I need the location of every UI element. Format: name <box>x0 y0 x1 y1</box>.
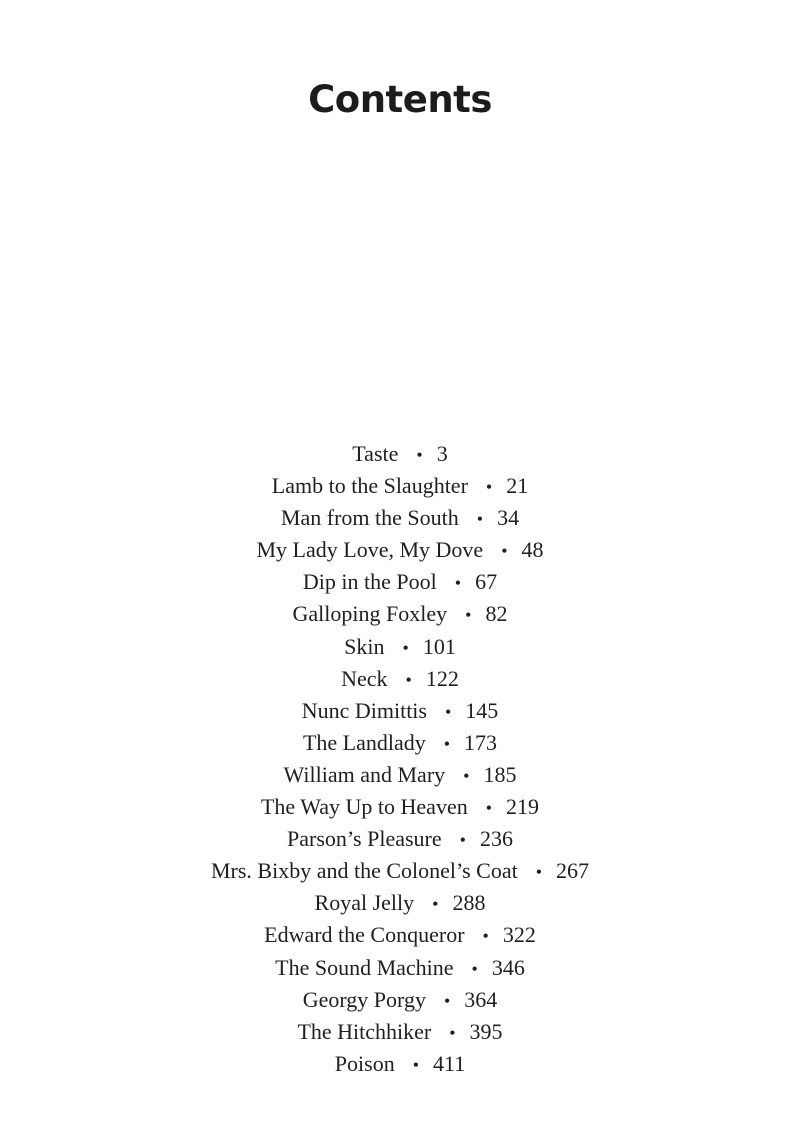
toc-entry <box>0 727 800 759</box>
story-title: Galloping Foxley <box>292 601 448 627</box>
story-title: Poison <box>334 1050 395 1076</box>
toc-entry <box>0 663 800 695</box>
dot-separator: • <box>454 573 462 594</box>
dot-separator: • <box>432 894 439 915</box>
page-number: 395 <box>469 1018 503 1044</box>
page-number: 3 <box>436 441 448 466</box>
page-number: 122 <box>425 665 459 691</box>
page-number: 411 <box>433 1050 466 1076</box>
story-title: The Sound Machine <box>275 954 454 980</box>
page-number: 101 <box>422 633 456 659</box>
dot-separator: • <box>449 1022 456 1043</box>
dot-separator: • <box>444 701 452 722</box>
toc-entry <box>0 791 800 823</box>
toc-entry <box>0 598 800 630</box>
page-number: 145 <box>465 697 499 723</box>
toc-entry <box>0 919 800 951</box>
page-number: 219 <box>506 794 540 820</box>
page-number: 288 <box>452 890 486 916</box>
toc-entry <box>0 1016 800 1048</box>
story-title: Georgy Porgy <box>302 986 426 1012</box>
toc-entry <box>0 534 800 566</box>
page-number: 236 <box>479 826 513 852</box>
page-number: 267 <box>556 858 590 884</box>
page-title: Contents <box>308 78 492 121</box>
page-number: 21 <box>506 473 529 499</box>
toc-entry <box>0 759 800 791</box>
toc-entry <box>0 502 800 534</box>
page-number: 34 <box>497 505 520 531</box>
story-title: Mrs. Bixby and the Colonel’s Coat <box>210 858 518 884</box>
dot-separator: • <box>476 509 484 530</box>
toc-entry <box>0 566 800 598</box>
story-title: Dip in the Pool <box>302 569 437 595</box>
page-number: 173 <box>464 729 498 755</box>
story-title: Neck <box>341 665 388 691</box>
toc-entry <box>0 855 800 887</box>
toc-entry <box>0 952 800 984</box>
toc-entry <box>0 823 800 855</box>
dot-separator: • <box>405 669 412 690</box>
page-number: 185 <box>483 761 517 787</box>
dot-separator: • <box>416 445 423 465</box>
dot-separator: • <box>465 605 472 626</box>
dot-separator: • <box>443 733 451 754</box>
table-of-contents <box>0 438 800 1080</box>
dot-separator: • <box>412 1054 420 1075</box>
story-title: Parson’s Pleasure <box>287 826 442 852</box>
story-title: Man from the South <box>280 505 459 531</box>
story-title: William and Mary <box>283 761 446 787</box>
dot-separator: • <box>443 990 451 1011</box>
dot-separator: • <box>459 830 466 851</box>
story-title: Nunc Dimittis <box>301 697 427 723</box>
dot-separator: • <box>501 541 508 562</box>
page-number: 322 <box>502 922 536 948</box>
dot-separator: • <box>402 637 409 658</box>
toc-entry <box>0 887 800 919</box>
story-title: The Landlady <box>302 729 426 755</box>
page-number: 364 <box>464 986 498 1012</box>
page-number: 346 <box>491 954 525 980</box>
story-title: Edward the Conqueror <box>264 922 465 948</box>
dot-separator: • <box>485 477 493 498</box>
story-title: The Hitchhiker <box>297 1018 432 1044</box>
toc-entry <box>0 438 800 470</box>
page-number: 48 <box>521 537 544 563</box>
toc-entry <box>0 470 800 502</box>
story-title: Royal Jelly <box>314 890 415 916</box>
toc-entry <box>0 1048 800 1080</box>
toc-entry <box>0 984 800 1016</box>
page-number: 82 <box>485 601 508 627</box>
story-title: Skin <box>344 633 385 659</box>
story-title: The Way Up to Heaven <box>260 794 468 820</box>
toc-entry <box>0 631 800 663</box>
page-number: 67 <box>475 569 498 595</box>
dot-separator: • <box>535 862 543 883</box>
toc-entry <box>0 695 800 727</box>
story-title: Taste <box>352 441 399 466</box>
dot-separator: • <box>471 958 478 979</box>
dot-separator: • <box>485 798 493 819</box>
dot-separator: • <box>482 926 489 947</box>
story-title: My Lady Love, My Dove <box>256 537 484 563</box>
dot-separator: • <box>463 765 470 786</box>
story-title: Lamb to the Slaughter <box>271 473 468 499</box>
